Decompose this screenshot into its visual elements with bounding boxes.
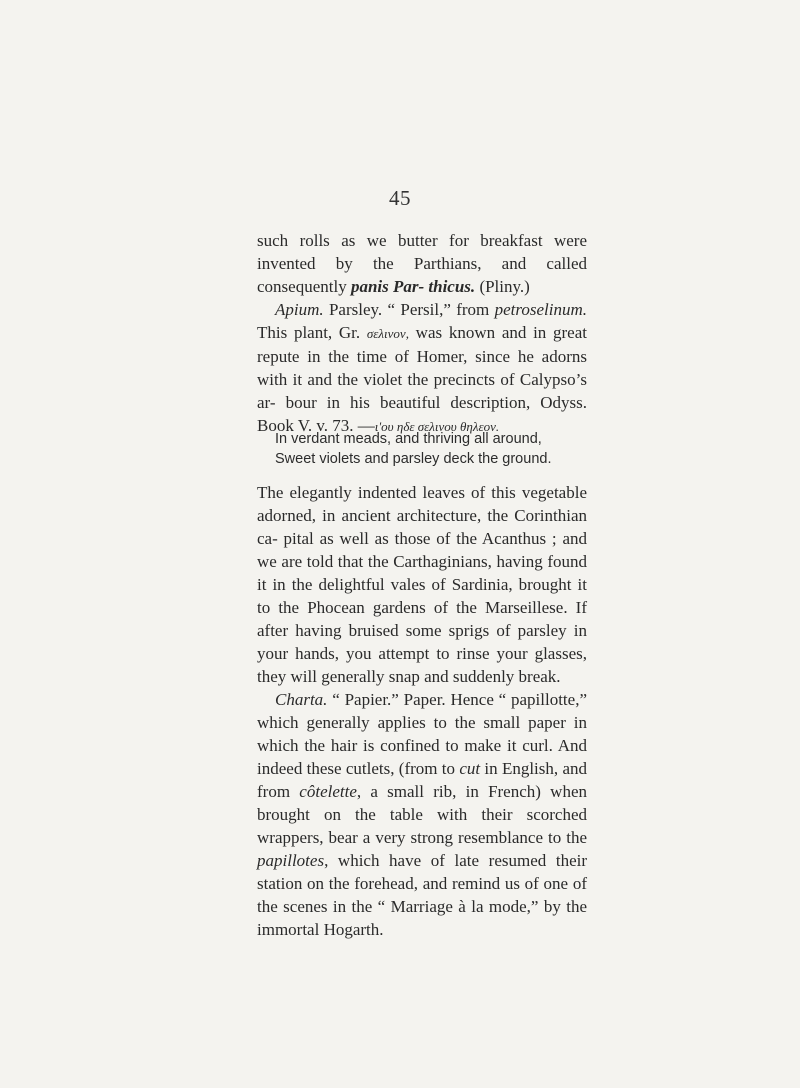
para4-text-4: , which have of late resumed their station on the forehead, and remind us of one of the scenes in the “ Marriage à la mode,” by the immortal Hogarth. [257,851,587,939]
para1-text-1: such rolls as we butter for breakfast were invented by the Parthians, and called consequently [257,231,587,296]
para4-charta: Charta. [275,690,328,709]
verse-line-1: In verdant meads, and thriving all around, [275,431,542,447]
para1-panis-parthicus: panis Par- thicus. [350,277,476,296]
para2-petroselinum: petroselinum. [494,300,587,319]
page-number: 45 [389,186,411,210]
para2-apium: Apium. [275,300,324,319]
paragraph-apium [257,298,587,438]
para2-greek-quote: ι'ου ηδε σελινου θηλεον. [374,419,500,434]
paragraph-panis-parthicus [257,229,587,298]
para4-papillotes: papillotes [257,851,325,870]
paragraph-indented-leaves: The elegantly indented leaves of this vegetable adorned, in ancient architecture, the Corinthian ca- pital as well as those of the Acanthus ; and we are told that the Carthaginians, having found it in the delightful vales of Sardinia, brought it to the Phocean gardens of the Marseillese. If after having bruised some sprigs of parsley in your hands, you attempt to rinse your glasses, they will generally snap and suddenly break. [257,483,587,686]
para2-text-1: Parsley. “ Persil,” from [323,300,495,319]
paragraph-charta [257,688,587,941]
para4-text-1: “ Papier.” Paper. Hence “ papillotte,” which generally applies to the small paper in which the hair is confined to make it curl. And indeed these cutlets, (from to [257,690,587,778]
para4-text-2: in English, and from [257,759,587,801]
text-block-upper [257,229,587,438]
para4-cotelette: côtelette [299,782,357,801]
verse-quotation [275,429,595,469]
para2-text-2: This plant, Gr. [257,323,367,342]
verse-line-2: Sweet violets and parsley deck the ground. [275,451,552,467]
para2-greek-word: σελινον, [366,326,409,341]
text-block-lower [257,481,587,941]
para2-text-3: was known and in great repute in the time of Homer, since he adorns with it and the violet the precincts of Calypso’s ar- bour in his beautiful description, Odyss. Book V. v. 73. — [257,323,587,435]
para4-cut: cut [459,759,481,778]
para4-text-3: , a small rib, in French) when brought on the table with their scorched wrappers, bear a very strong resemblance to the [257,782,587,847]
para1-text-2: (Pliny.) [475,277,530,296]
